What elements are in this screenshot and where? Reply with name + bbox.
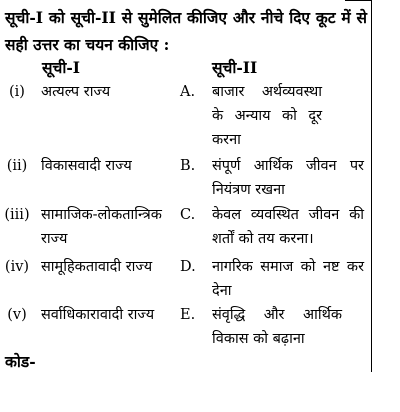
row-number: (iii) [4,207,30,223]
row-letter: C. [180,207,196,223]
list-2-item: संवृद्धि और आर्थिक विकास को बढ़ाना [212,307,342,347]
row-number: (ii) [6,158,28,174]
row-letter: E. [180,307,196,323]
list-1-item: सामूहिकतावादी राज्य [41,259,153,275]
row-letter: D. [180,259,196,275]
row-letter: A. [180,84,196,100]
right-border-line [371,0,372,372]
list-1-item: सर्वाधिकारावादी राज्य [41,307,155,323]
row-number: (iv) [4,259,30,275]
row-number: (i) [9,84,25,100]
list-1-item: विकासवादी राज्य [41,158,132,174]
list-2-item: केवल व्यवस्थित जीवन की शर्तों को तय करना। [212,207,364,247]
question-text: सूची-I को सूची-II से सुमेलित कीजिए और नीचे दिए कूट में से सही उत्तर का चयन कीजिए : [5,8,367,54]
list-2-heading: सूची-II [212,58,258,77]
list-1-item: अत्यल्प राज्य [41,84,111,100]
list-2-item: बाजार अर्थव्यवस्था के अन्याय को दूर करना [212,84,322,148]
list-headings [0,56,371,80]
list-1-heading: सूची-I [42,58,81,77]
code-label: कोड- [5,352,36,371]
list-1-item: सामाजिक-लोकतान्त्रिक राज्य [41,207,162,247]
row-number: (v) [7,307,27,323]
list-2-item: संपूर्ण आर्थिक जीवन पर नियंत्रण रखना [212,158,364,198]
list-2-item: नागरिक समाज को नष्ट कर देना [212,259,364,299]
row-letter: B. [180,158,196,174]
top-border-line [345,0,372,1]
